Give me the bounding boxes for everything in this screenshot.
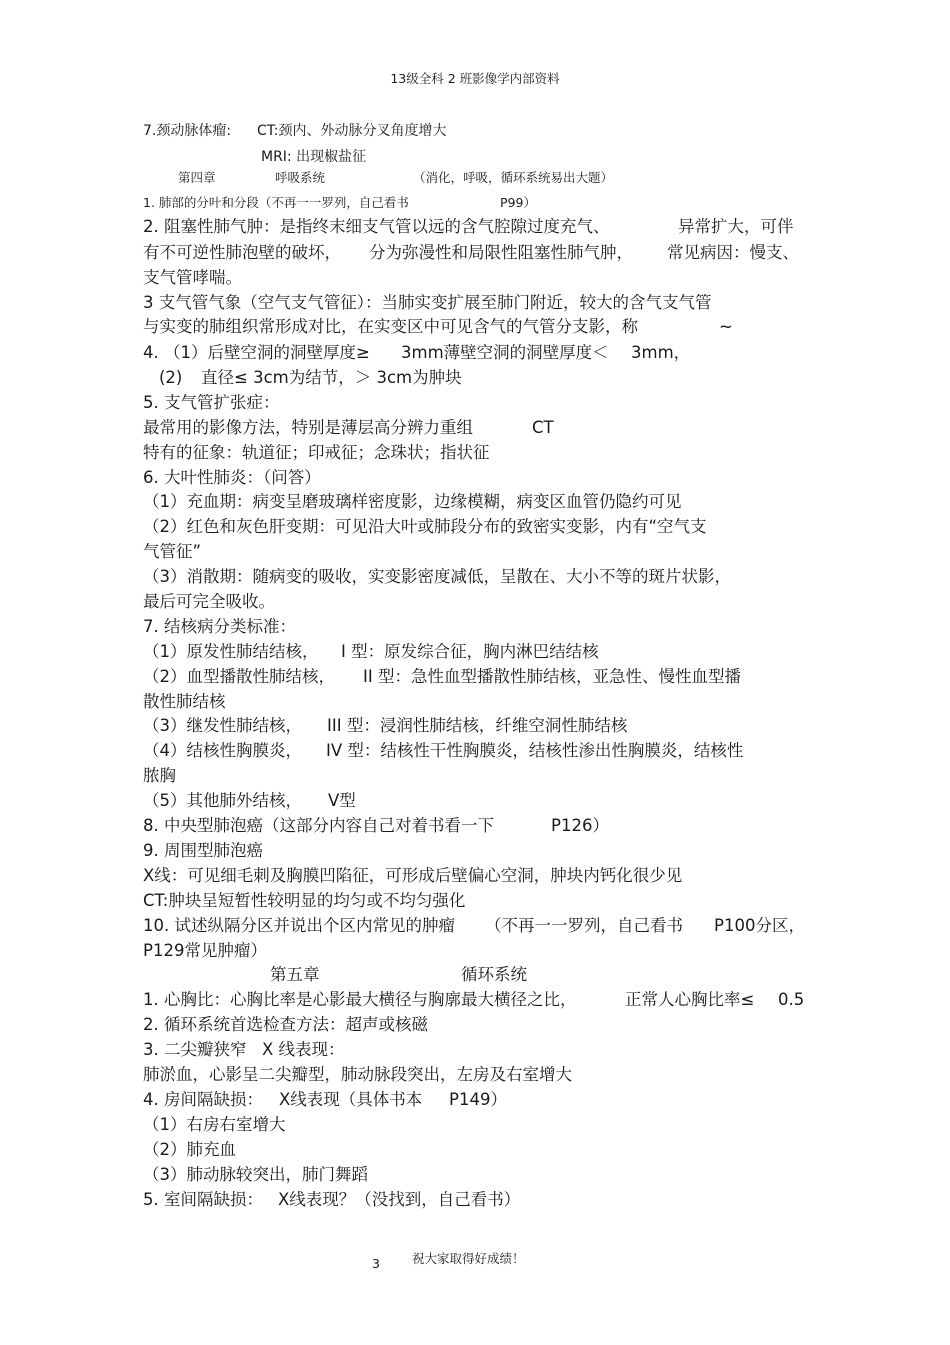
text-line: III 型：浸润性肺结核，纤维空洞性肺结核 — [327, 716, 628, 735]
text-line: （不再一一罗列，自己看书 — [485, 916, 683, 935]
text-line: 1. 心胸比：心胸比率是心影最大横径与胸廓最大横径之比， — [143, 990, 577, 1009]
text-line: （4）结核性胸膜炎， — [143, 741, 302, 760]
text-line: 脓胸 — [143, 766, 176, 785]
text-line: P99） — [500, 195, 536, 210]
text-line: （1）原发性肺结结核， — [143, 642, 319, 661]
text-line: （3）继发性肺结核， — [143, 716, 302, 735]
text-line: I 型：原发综合征，胸内淋巴结结核 — [341, 642, 599, 661]
text-line: （2）红色和灰色肝变期：可见沿大叶或肺段分布的致密实变影，内有“空气支 — [143, 517, 707, 536]
text-line: 1. 肺部的分叶和分段（不再一一罗列，自己看书 — [143, 195, 409, 210]
page-header: 13级全科 2 班影像学内部资料 — [390, 71, 560, 86]
text-line: P100分区， — [714, 916, 805, 935]
chapter-note: （消化，呼吸，循环系统易出大题） — [413, 170, 614, 185]
text-line: CT — [532, 418, 554, 437]
text-line: 2. 阻塞性肺气肿：是指终末细支气管以远的含气腔隙过度充气、 — [143, 217, 610, 236]
text-line: 常见病因：慢支、 — [667, 243, 799, 262]
text-line: 3mm， — [631, 343, 691, 362]
text-line: ~ — [719, 317, 733, 336]
text-line: （2）血型播散性肺结核， — [143, 667, 335, 686]
text-line: 散性肺结核 — [143, 692, 226, 711]
text-line: P129常见肿瘤） — [143, 941, 267, 960]
text-line: X线：可见细毛刺及胸膜凹陷征，可形成后壁偏心空洞，肿块内钙化很少见 — [143, 866, 683, 885]
text-line: 支气管哮喘。 — [143, 268, 242, 287]
text-line: MRI: 出现椒盐征 — [261, 149, 367, 165]
footer-wish: 祝大家取得好成绩！ — [412, 1251, 525, 1266]
text-line: 6. 大叶性肺炎：（问答） — [143, 468, 321, 487]
text-line: 特有的征象：轨道征；印戒征；念珠状；指状征 — [143, 443, 490, 462]
chapter-title: 呼吸系统 — [275, 170, 326, 185]
text-line: （2）肺充血 — [143, 1140, 236, 1159]
text-line: CT:肿块呈短暂性较明显的均匀或不均匀强化 — [143, 891, 466, 910]
text-line: 10. 试述纵隔分区并说出个区内常见的肿瘤 — [143, 916, 455, 935]
chapter-label: 第五章 — [270, 965, 320, 984]
text-line: 正常人心胸比率≤ — [625, 990, 755, 1009]
text-line: 5. 室间隔缺损： — [143, 1190, 263, 1209]
chapter-title: 循环系统 — [461, 965, 527, 984]
text-line: 3 支气管气象（空气支气管征）：当肺实变扩展至肺门附近，较大的含气支气管 — [143, 293, 712, 312]
text-line: 8. 中央型肺泡癌（这部分内容自己对着书看一下 — [143, 816, 494, 835]
text-line: P149） — [449, 1090, 507, 1109]
text-line: CT:颈内、外动脉分叉角度增大 — [257, 123, 447, 139]
text-line: 3mm薄壁空洞的洞壁厚度＜ — [401, 343, 609, 362]
text-line: 肺淤血，心影呈二尖瓣型，肺动脉段突出，左房及右室增大 — [143, 1065, 572, 1084]
text-line: X 线表现： — [262, 1040, 345, 1059]
text-line: （3）消散期：随病变的吸收，实变影密度减低，呈散在、大小不等的斑片状影， — [143, 567, 731, 586]
text-line: 分为弥漫性和局限性阻塞性肺气肿， — [369, 243, 633, 262]
text-line: IV 型：结核性干性胸膜炎，结核性渗出性胸膜炎，结核性 — [326, 741, 744, 760]
text-line: 与实变的肺组织常形成对比，在实变区中可见含气的气管分支影，称 — [143, 317, 638, 336]
text-line: 直径≤ 3cm为结节，＞ 3cm为肿块 — [201, 368, 462, 387]
text-line: 4. 房间隔缺损： — [143, 1090, 263, 1109]
text-line: 7.颈动脉体瘤: — [143, 123, 232, 139]
text-line: 气管征” — [143, 542, 202, 561]
text-line: 最后可完全吸收。 — [143, 592, 275, 611]
text-line: 7. 结核病分类标准： — [143, 617, 296, 636]
text-line: （3）肺动脉较突出，肺门舞蹈 — [143, 1165, 368, 1184]
text-line: （5）其他肺外结核， — [143, 791, 302, 810]
text-line: 有不可逆性肺泡壁的破坏， — [143, 243, 341, 262]
text-line: （1）右房右室增大 — [143, 1115, 286, 1134]
text-line: 0.5 — [778, 990, 805, 1009]
text-line: 5. 支气管扩张症： — [143, 393, 280, 412]
text-line: 最常用的影像方法，特别是薄层高分辨力重组 — [143, 418, 473, 437]
text-line: X线表现？（没找到，自己看书） — [278, 1190, 521, 1209]
page-number: 3 — [372, 1256, 380, 1271]
text-line: P126） — [551, 816, 609, 835]
text-line: 4. （1）后壁空洞的洞壁厚度≥ — [143, 343, 370, 362]
text-line: II 型：急性血型播散性肺结核，亚急性、慢性血型播 — [363, 667, 741, 686]
text-line: 3. 二尖瓣狭窄 — [143, 1040, 247, 1059]
text-line: (2) — [159, 368, 183, 387]
text-line: V型 — [328, 791, 356, 810]
text-line: 异常扩大，可伴 — [678, 217, 794, 236]
text-line: （1）充血期：病变呈磨玻璃样密度影，边缘模糊，病变区血管仍隐约可见 — [143, 492, 682, 511]
text-line: 2. 循环系统首选检查方法：超声或核磁 — [143, 1015, 428, 1034]
text-line: X线表现（具体书本 — [279, 1090, 423, 1109]
chapter-label: 第四章 — [178, 170, 216, 185]
text-line: 9. 周围型肺泡癌 — [143, 841, 263, 860]
